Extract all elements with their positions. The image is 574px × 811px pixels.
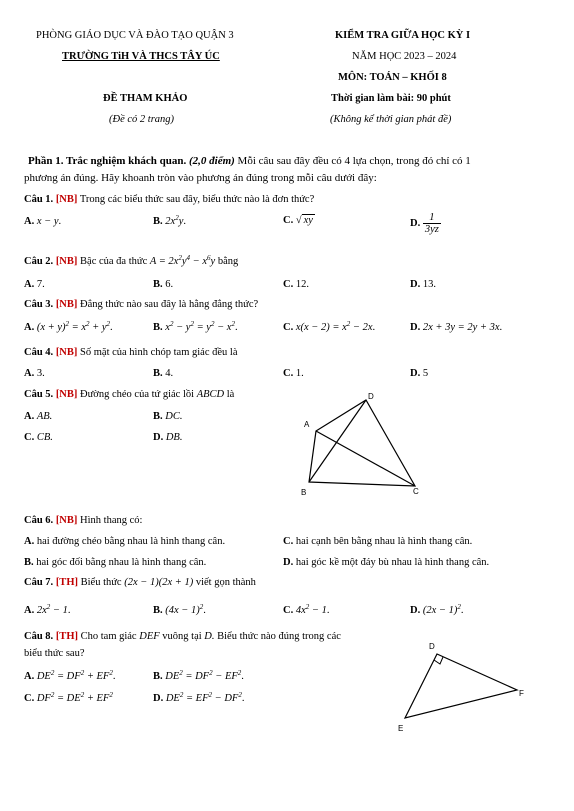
quadrilateral-figure bbox=[295, 388, 435, 500]
header-page-count: (Đề có 2 trang) bbox=[109, 114, 175, 125]
question-4: Câu 4. [NB] Số mặt của hình chóp tam giác đều là bbox=[24, 347, 238, 358]
vertex-label-e: E bbox=[398, 724, 404, 733]
question-8: Câu 8. [TH] Cho tam giác DEF vuông tại D. Biểu thức nào đúng trong các bbox=[24, 631, 341, 642]
q1-option-a[interactable]: A. x − y. bbox=[24, 216, 62, 227]
q8-option-c[interactable]: C. $DF^2 = DE^2 + EF^2$ bbox=[24, 691, 113, 704]
question-3: Câu 3. [NB] Đẳng thức nào sau đây là hằng đẳng thức? bbox=[24, 299, 259, 310]
header-duration: Thời gian làm bài: 90 phút bbox=[331, 93, 451, 104]
q2-option-b[interactable]: B. 6. bbox=[153, 279, 174, 290]
q3-option-d[interactable]: D. 2x + 3y = 2y + 3x. bbox=[410, 322, 503, 333]
vertex-label-d: D bbox=[368, 392, 374, 401]
question-1: Câu 1. [NB] Trong các biểu thức sau đây, biểu thức nào là đơn thức? bbox=[24, 194, 315, 205]
q4-option-d[interactable]: D. 5 bbox=[410, 368, 429, 379]
right-triangle-figure bbox=[392, 636, 532, 736]
question-6: Câu 6. [NB] Hình thang có: bbox=[24, 515, 143, 526]
vertex-label-f: F bbox=[519, 689, 524, 698]
q5-option-c[interactable]: C. CB. bbox=[24, 432, 53, 443]
part1-intro: phương án đúng. Hãy khoanh tròn vào phương án đúng trong mỗi câu dưới đây: bbox=[24, 172, 377, 184]
q7-option-b[interactable]: B. $(4x - 1)^2$. bbox=[153, 603, 206, 616]
header-exam-title: KIỂM TRA GIỮA HỌC KỲ I bbox=[335, 30, 471, 41]
q5-option-a[interactable]: A. AB. bbox=[24, 411, 53, 422]
q1-option-c[interactable]: C. √ xy bbox=[283, 215, 313, 226]
q8-option-d[interactable]: D. $DE^2 = EF^2 - DF^2$. bbox=[153, 691, 245, 704]
header-department: PHÒNG GIÁO DỤC VÀ ĐÀO TẠO QUẬN 3 bbox=[36, 30, 234, 41]
q6-option-c[interactable]: C. hai cạnh bên bằng nhau là hình thang cân. bbox=[283, 536, 473, 547]
header-exam-type: ĐỀ THAM KHẢO bbox=[103, 93, 188, 104]
q3-option-a[interactable]: A. $(x + y)^2 = x^2 + y^2$. bbox=[24, 320, 113, 333]
question-5: Câu 5. [NB] Đường chéo của tứ giác lồi ABCD là bbox=[24, 389, 235, 400]
question-2: Câu 2. [NB] Bậc của đa thức $A = 2x^2y^4 - x^6y$ bằng bbox=[24, 254, 239, 267]
q3-option-c[interactable]: C. $x(x - 2) = x^2 - 2x$. bbox=[283, 320, 376, 333]
q7-option-a[interactable]: A. $2x^2 - 1$. bbox=[24, 603, 71, 616]
q2-option-a[interactable]: A. 7. bbox=[24, 279, 45, 290]
q6-option-d[interactable]: D. hai góc kề một đáy bù nhau là hình thang cân. bbox=[283, 557, 490, 568]
q4-option-b[interactable]: B. 4. bbox=[153, 368, 174, 379]
vertex-label-c: C bbox=[413, 487, 419, 496]
q3-option-b[interactable]: B. $x^2 - y^2 = y^2 - x^2$. bbox=[153, 320, 238, 333]
q7-option-c[interactable]: C. $4x^2 - 1$. bbox=[283, 603, 330, 616]
header-subject: MÔN: TOÁN – KHỐI 8 bbox=[338, 72, 447, 83]
vertex-label-b: B bbox=[301, 488, 307, 497]
question-7: Câu 7. [TH] Biểu thức (2x − 1)(2x + 1) viết gọn thành bbox=[24, 577, 256, 588]
question-8-cont: biểu thức sau? bbox=[24, 648, 85, 659]
q4-option-a[interactable]: A. 3. bbox=[24, 368, 45, 379]
header-duration-note: (Không kể thời gian phát đề) bbox=[330, 114, 452, 125]
q4-option-c[interactable]: C. 1. bbox=[283, 368, 304, 379]
q5-option-b[interactable]: B. DC. bbox=[153, 411, 183, 422]
q1-option-b[interactable]: B. $2x^2y$. bbox=[153, 214, 186, 227]
q8-option-a[interactable]: A. $DE^2 = DF^2 + EF^2$. bbox=[24, 669, 116, 682]
q2-option-d[interactable]: D. 13. bbox=[410, 279, 436, 290]
q5-option-d[interactable]: D. DB. bbox=[153, 432, 183, 443]
part1-heading: Phần 1. Trắc nghiệm khách quan. (2,0 điểm) Mỗi câu sau đây đều có 4 lựa chọn, trong đó chỉ có 1 bbox=[28, 155, 471, 167]
vertex-label-a: A bbox=[304, 420, 310, 429]
header-school: TRƯỜNG TiH VÀ THCS TÂY ÚC bbox=[62, 51, 220, 62]
q6-option-b[interactable]: B. hai góc đối bằng nhau là hình thang cân. bbox=[24, 557, 207, 568]
q8-option-b[interactable]: B. $DE^2 = DF^2 - EF^2$. bbox=[153, 669, 244, 682]
q6-option-a[interactable]: A. hai đường chéo bằng nhau là hình thang cân. bbox=[24, 536, 226, 547]
header-school-year: NĂM HỌC 2023 – 2024 bbox=[352, 51, 457, 62]
q2-option-c[interactable]: C. 12. bbox=[283, 279, 309, 290]
vertex-label-d: D bbox=[429, 642, 435, 651]
q7-option-d[interactable]: D. $(2x - 1)^2$. bbox=[410, 603, 464, 616]
q1-option-d[interactable]: D. $\frac{1}{3yz}$ bbox=[410, 212, 439, 235]
